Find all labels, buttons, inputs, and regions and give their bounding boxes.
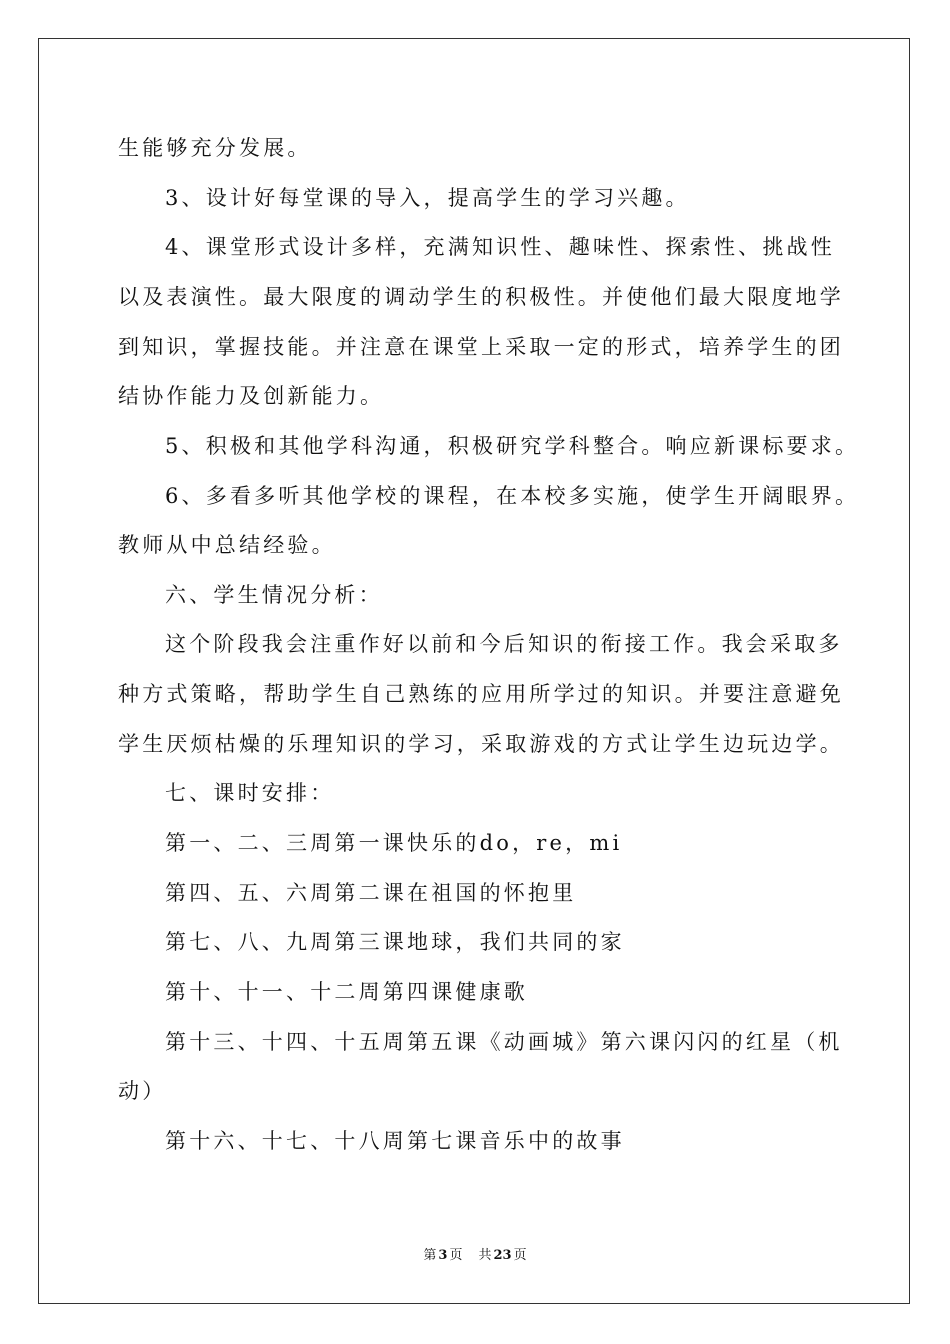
paragraph-line: 以及表演性。最大限度的调动学生的积极性。并使他们最大限度地学	[118, 285, 844, 309]
schedule-item: 第十六、十七、十八周第七课音乐中的故事	[165, 1129, 625, 1153]
section-heading: 七、课时安排：	[165, 781, 335, 805]
page-footer	[0, 1246, 950, 1266]
schedule-item: 第七、八、九周第三课地球，我们共同的家	[165, 930, 625, 954]
total-prefix: 共	[478, 1248, 492, 1263]
section-heading: 六、学生情况分析：	[165, 583, 383, 607]
schedule-item: 动）	[118, 1079, 167, 1103]
total-pages: 23	[493, 1248, 512, 1263]
total-suffix: 页	[513, 1248, 527, 1263]
page-suffix: 页	[449, 1248, 463, 1263]
paragraph-line: 学生厌烦枯燥的乐理知识的学习，采取游戏的方式让学生边玩边学。	[118, 732, 844, 756]
page-border	[38, 38, 910, 1304]
page-prefix: 第	[423, 1248, 437, 1263]
schedule-item: 第一、二、三周第一课快乐的do，re，mi	[165, 831, 623, 855]
paragraph-line: 3、设计好每堂课的导入，提高学生的学习兴趣。	[165, 186, 690, 210]
paragraph-line: 到知识，掌握技能。并注意在课堂上采取一定的形式，培养学生的团	[118, 335, 844, 359]
schedule-item: 第十、十一、十二周第四课健康歌	[165, 980, 528, 1004]
paragraph-line: 5、积极和其他学科沟通，积极研究学科整合。响应新课标要求。	[165, 434, 860, 458]
schedule-item: 第四、五、六周第二课在祖国的怀抱里	[165, 881, 577, 905]
paragraph-line: 教师从中总结经验。	[118, 533, 336, 557]
page-number: 3	[438, 1248, 448, 1263]
paragraph-line: 结协作能力及创新能力。	[118, 384, 385, 408]
paragraph-line: 生能够充分发展。	[118, 136, 312, 160]
paragraph-line: 6、多看多听其他学校的课程，在本校多实施，使学生开阔眼界。	[165, 484, 860, 508]
paragraph-line: 这个阶段我会注重作好以前和今后知识的衔接工作。我会采取多	[165, 632, 843, 656]
schedule-item: 第十三、十四、十五周第五课《动画城》第六课闪闪的红星（机	[165, 1030, 843, 1054]
paragraph-line: 4、课堂形式设计多样，充满知识性、趣味性、探索性、挑战性	[165, 235, 835, 259]
paragraph-line: 种方式策略，帮助学生自己熟练的应用所学过的知识。并要注意避免	[118, 682, 844, 706]
